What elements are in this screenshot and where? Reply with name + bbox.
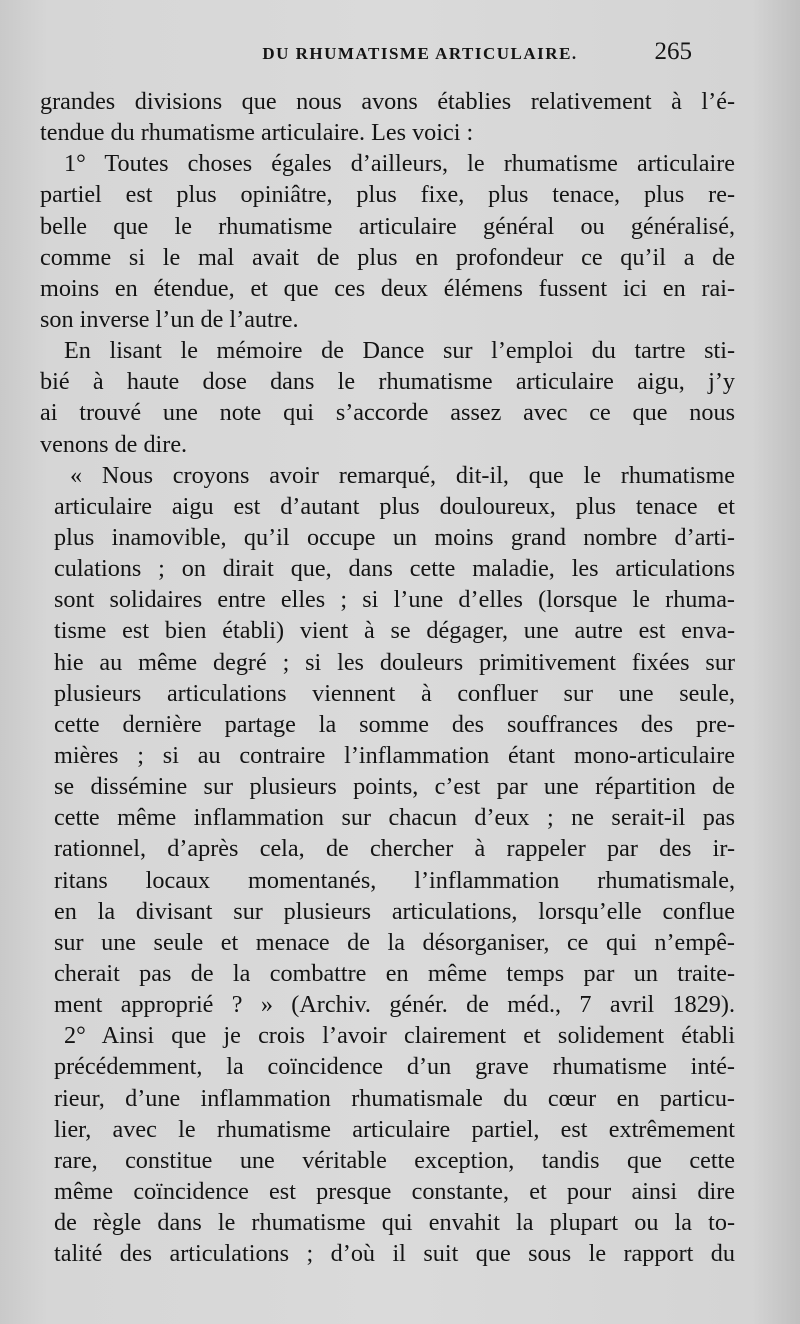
text-line: ment approprié ? » (Archiv. génér. de méd., 7 avril 1829). [54, 991, 735, 1019]
text-line: ritans locaux momentanés, l’inflammation rhumatismale, [54, 866, 735, 894]
text-line: rieur, d’une inflammation rhumatismale du cœur en particu- [54, 1084, 735, 1112]
text-line: tisme est bien établi) vient à se dégager, une autre est enva- [54, 617, 735, 645]
text-line: plusieurs articulations viennent à confluer sur une seule, [54, 679, 735, 707]
text-line: de règle dans le rhumatisme qui envahit la plupart ou la to- [54, 1209, 735, 1237]
text-line: hie au même degré ; si les douleurs primitivement fixées sur [54, 648, 735, 676]
text-line: partiel est plus opiniâtre, plus fixe, plus tenace, plus re- [40, 181, 735, 209]
page-header [0, 38, 800, 72]
text-line: plus inamovible, qu’il occupe un moins grand nombre d’arti- [54, 523, 735, 551]
text-line: culations ; on dirait que, dans cette maladie, les articulations [54, 555, 735, 583]
text-line: talité des articulations ; d’où il suit que sous le rapport du [54, 1240, 735, 1268]
text-line: cette dernière partage la somme des souffrances des pre- [54, 710, 735, 738]
text-line: se dissémine sur plusieurs points, c’est par une répartition de [54, 773, 735, 801]
text-line: lier, avec le rhumatisme articulaire partiel, est extrêmement [54, 1115, 735, 1143]
text-line: précédemment, la coïncidence d’un grave rhumatisme inté- [54, 1053, 735, 1081]
page-number: 265 [654, 38, 692, 65]
text-line: bié à haute dose dans le rhumatisme articulaire aigu, j’y [40, 368, 735, 396]
text-line: « Nous croyons avoir remarqué, dit-il, que le rhumatisme [70, 461, 735, 489]
text-line: sont solidaires entre elles ; si l’une d’elles (lorsque le rhuma- [54, 586, 735, 614]
text-line: En lisant le mémoire de Dance sur l’emploi du tartre sti- [64, 337, 735, 365]
text-line: rationnel, d’après cela, de chercher à rappeler par des ir- [54, 835, 735, 863]
text-line: 1° Toutes choses égales d’ailleurs, le rhumatisme articulaire [64, 150, 735, 178]
text-line: cherait pas de la combattre en même temps par un traite- [54, 959, 735, 987]
running-title: DU RHUMATISME ARTICULAIRE. [262, 44, 578, 63]
text-line: sur une seule et menace de la désorganiser, ce qui n’empê- [54, 928, 735, 956]
text-line: mières ; si au contraire l’inflammation étant mono-articulaire [54, 741, 735, 769]
body-text [40, 86, 735, 1269]
text-line: articulaire aigu est d’autant plus douloureux, plus tenace et [54, 492, 735, 520]
text-line: 2° Ainsi que je crois l’avoir clairement et solidement établi [64, 1022, 735, 1050]
text-line: grandes divisions que nous avons établies relativement à l’é- [40, 88, 735, 115]
text-line: ai trouvé une note qui s’accorde assez avec ce que nous [40, 399, 735, 427]
text-line: en la divisant sur plusieurs articulations, lorsqu’elle conflue [54, 897, 735, 925]
text-line: moins en étendue, et que ces deux élémens fussent ici en rai- [40, 274, 735, 302]
text-line: venons de dire. [40, 430, 188, 458]
text-line: comme si le mal avait de plus en profondeur ce qu’il a de [40, 243, 735, 271]
text-line: même coïncidence est presque constante, et pour ainsi dire [54, 1177, 735, 1205]
text-line: belle que le rhumatisme articulaire général ou généralisé, [40, 212, 735, 240]
text-line: cette même inflammation sur chacun d’eux ; ne serait-il pas [54, 804, 735, 832]
text-line: son inverse l’un de l’autre. [40, 305, 299, 333]
text-line: tendue du rhumatisme articulaire. Les voici : [40, 119, 474, 147]
text-line: rare, constitue une véritable exception, tandis que cette [54, 1146, 735, 1174]
